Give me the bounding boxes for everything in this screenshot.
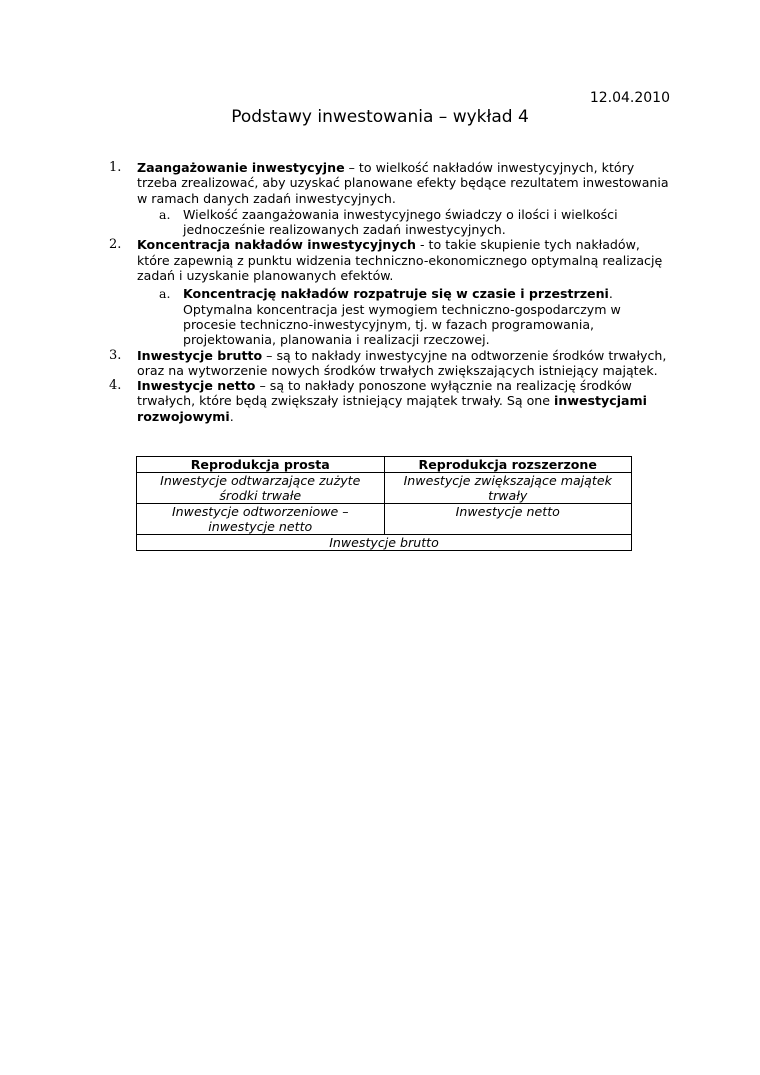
table-header-cell: Reprodukcja rozszerzone — [384, 457, 632, 473]
term-bold-2: inwestycjami rozwojowymi — [137, 393, 647, 424]
sub-number: a. — [159, 206, 171, 222]
lecture-list — [109, 160, 674, 424]
sub-text: . Optymalna koncentracja jest wymogiem techniczno-gospodarczym w procesie techniczno-inwestycyjnym, tj. w fazach programowania, projektowania, planowania i realizacji rzeczowej. — [183, 286, 621, 348]
sub-text: Wielkość zaangażowania inwestycyjnego świadczy o ilości i wielkości jednocześnie realizowanych zadań inwestycyjnych. — [183, 206, 618, 238]
sub-item-2a — [159, 286, 674, 347]
term-bold: Inwestycje brutto — [137, 347, 263, 363]
table-footer-row — [137, 535, 632, 551]
table-row — [137, 504, 632, 535]
table-cell: Inwestycje zwiększające majątek trwały — [384, 473, 632, 504]
list-number: 1. — [109, 160, 122, 175]
document-title: Podstawy inwestowania – wykład 4 — [231, 107, 529, 127]
sub-bold: Koncentrację nakładów rozpatruje się w czasie i przestrzeni — [183, 286, 609, 302]
table-cell: Inwestycje odtworzeniowe – inwestycje netto — [137, 504, 385, 535]
term-tail: . — [229, 408, 234, 424]
term-definition: – są to nakłady inwestycyjne na odtworzenie środków trwałych, oraz na wytworzenie nowych środków trwałych zwiększających istniejący majątek. — [137, 347, 667, 378]
term-bold: Zaangażowanie inwestycyjne — [137, 160, 345, 175]
table-header-cell: Reprodukcja prosta — [137, 457, 385, 473]
list-item-2 — [109, 237, 674, 347]
list-number: 4. — [109, 378, 122, 394]
term-definition: - to takie skupienie tych nakładów, które zapewnią z punktu widzenia techniczno-ekonomicznego optymalną realizację zadań i uzyskanie planowanych efektów. — [137, 237, 663, 284]
sub-number: a. — [159, 286, 171, 302]
term-definition: – to wielkość nakładów inwestycyjnych, który trzeba zrealizować, aby uzyskać planowane efekty będące rezultatem inwestowania w ramach danych zadań inwestycyjnych. — [137, 160, 669, 206]
term-bold: Koncentracja nakładów inwestycyjnych — [137, 237, 416, 253]
table-header-row — [137, 457, 632, 473]
list-number: 3. — [109, 347, 122, 363]
list-item-3 — [109, 348, 674, 379]
term-definition: – są to nakłady ponoszone wyłącznie na realizację środków trwałych, które będą zwiększały istniejący majątek trwały. Są one — [137, 378, 632, 409]
list-item-4 — [109, 378, 674, 424]
document-date: 12.04.2010 — [589, 90, 670, 106]
sub-item-1a — [159, 207, 674, 238]
list-number: 2. — [109, 237, 122, 253]
reproduction-table — [136, 456, 632, 551]
list-item-1 — [109, 160, 674, 237]
term-bold: Inwestycje netto — [137, 378, 256, 394]
table-row — [137, 473, 632, 504]
table-cell: Inwestycje odtwarzające zużyte środki trwałe — [137, 473, 385, 504]
table-footer-cell: Inwestycje brutto — [137, 535, 632, 551]
table-cell: Inwestycje netto — [384, 504, 632, 535]
